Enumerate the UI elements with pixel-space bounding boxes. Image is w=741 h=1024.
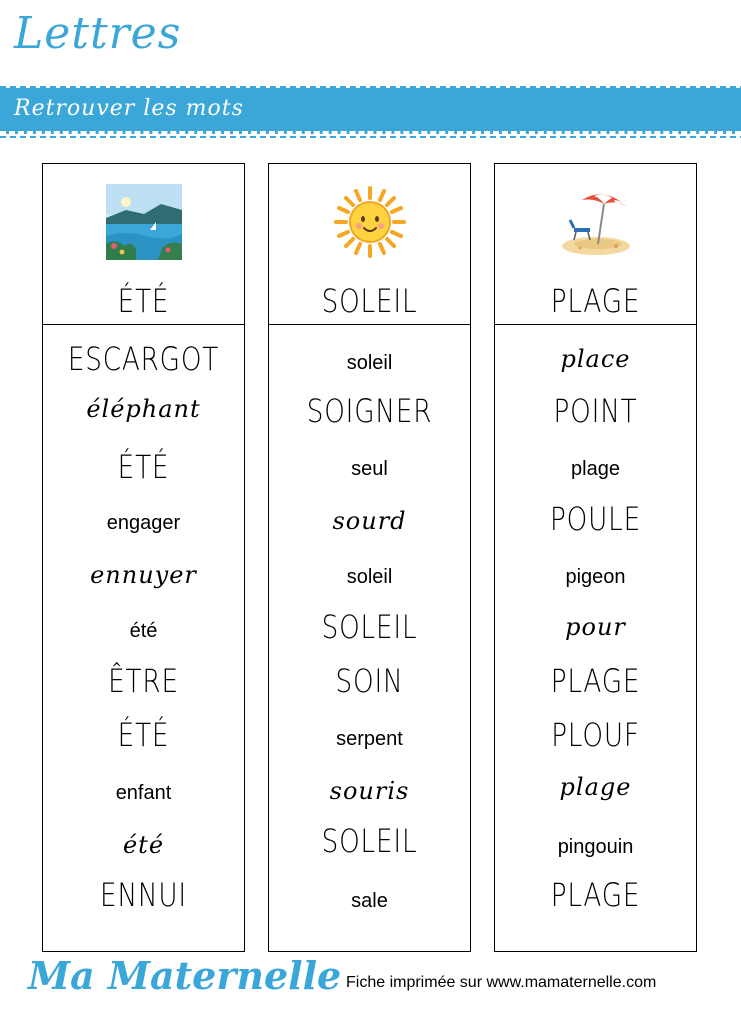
word-item: place [560, 345, 631, 373]
word-item: plage [571, 458, 620, 480]
word-item: ENNUI [100, 876, 187, 914]
word-item: soleil [346, 352, 393, 374]
word-item: seul [351, 458, 388, 480]
word-item: éléphant [86, 395, 201, 423]
word-item: PLAGE [550, 662, 641, 700]
word-item: soleil [346, 566, 393, 588]
beach-umbrella-icon [558, 184, 634, 260]
word-item: POULE [550, 500, 641, 538]
sun-icon [332, 184, 408, 260]
column-header [43, 164, 244, 325]
seaside-landscape-icon [106, 184, 182, 260]
word-item: sale [351, 890, 388, 912]
word-item: enfant [115, 782, 172, 804]
word-item: sourd [332, 507, 407, 535]
word-item: souris [329, 777, 410, 805]
page-title: Lettres [14, 8, 182, 59]
word-item: SOLEIL [321, 822, 418, 860]
brand-logo: Ma Maternelle [28, 953, 342, 998]
word-item: pingouin [557, 836, 634, 858]
word-column-ete [42, 163, 245, 952]
footer-source-text: Fiche imprimée sur www.mamaternelle.com [346, 974, 657, 991]
word-item: SOIN [335, 662, 404, 700]
column-heading: SOLEIL [321, 282, 418, 320]
word-item: ESCARGOT [67, 340, 220, 378]
word-item: serpent [336, 728, 403, 750]
word-item: engager [106, 512, 181, 534]
word-item: été [122, 831, 165, 859]
column-heading: ÉTÉ [117, 282, 170, 320]
column-heading: PLAGE [550, 282, 641, 320]
word-item: ÉTÉ [117, 448, 170, 486]
page-subtitle: Retrouver les mots [14, 96, 244, 121]
column-header [269, 164, 470, 325]
word-item: pour [565, 613, 626, 641]
column-header [495, 164, 696, 325]
word-item: pigeon [565, 566, 626, 588]
word-item: PLAGE [550, 876, 641, 914]
word-item: été [129, 620, 158, 642]
word-item: ennuyer [90, 561, 197, 589]
word-item: ÊTRE [108, 662, 179, 700]
word-column-soleil [268, 163, 471, 952]
word-item: SOIGNER [306, 392, 433, 430]
word-item: plage [559, 773, 632, 801]
word-column-plage [494, 163, 697, 952]
word-item: SOLEIL [321, 608, 418, 646]
word-item: POINT [553, 392, 638, 430]
word-item: PLOUF [551, 716, 640, 754]
word-item: ÉTÉ [117, 716, 170, 754]
banner-bottom-dashes [0, 136, 741, 138]
